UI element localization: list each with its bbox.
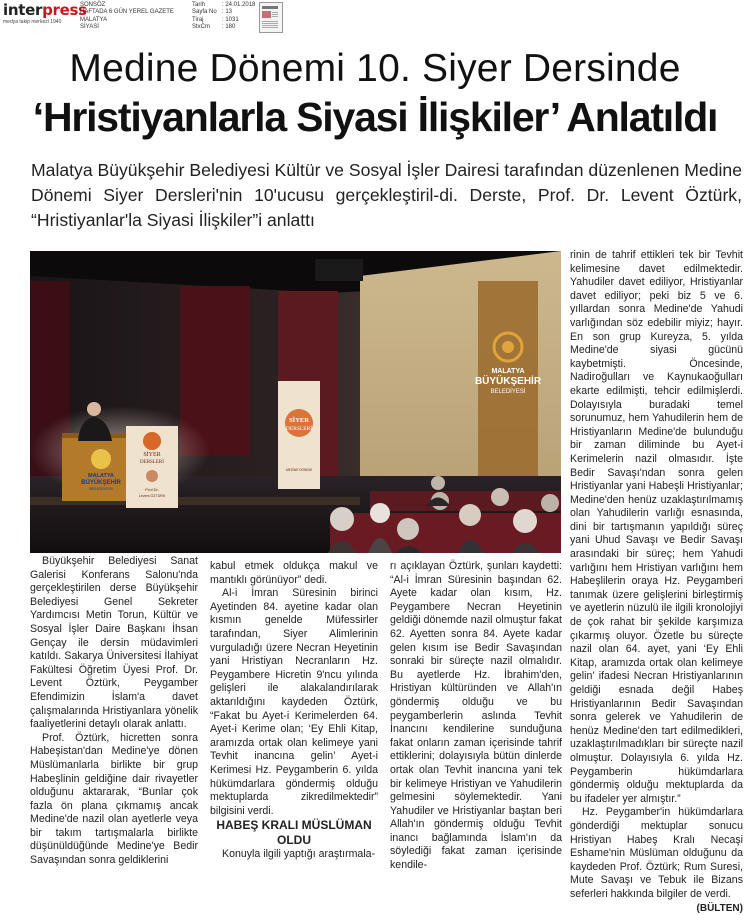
meta-key: Tarih bbox=[192, 2, 222, 9]
article-lead: Malatya Büyükşehir Belediyesi Kültür ve Sosyal İşler Dairesi tarafından düzenlenen Medine Dönemi Siyer Dersleri'nin 10'ucusu gerçekleştiril-di. Derste, Prof. Dr. Levent Öztürk, “Hristiyanlar'la Siyasi İlişkiler”i anlattı bbox=[31, 158, 742, 233]
meta-row-circulation: Tiraj : 1031 bbox=[192, 17, 255, 24]
banner2-line1: SİYER bbox=[289, 417, 309, 424]
loudspeaker-icon bbox=[315, 259, 363, 281]
paragraph: rı açıklayan Öztürk, şunları kaydetti: “Al-i İmran Süresinin başından 62. Ayete kadar olan kısım, Hz. Peygambere Necran Heyetinin geldiği dönemde nazil olmuştur fakat 62. Ayetten sonra 84. Ayete kadar gelen kısım ise Bedir Savaşından sonraki bir süreçte nazil olmalıdır. Bu ayetlerde Hz. İbrahim'den, Hristiyan kültüründen ve Allah'ın göndermiş olduğu ve bu peygamberlerin aslında Tevhit İnancını kendilerine sunduğuna fakat onların zaman içerisinde tahrif ettiklerini; dolayısıyla bütün dinlerde ortak olan Tevhit inancına yani tek bir kelimeye Hristiyan ve Yahudilerin gelmesini söylemektedir. Yani Yahudiler ve Hristiyanlar baştan beri Allah'ın göndermiş olduğu Tevhit inancı bağlamında İslam'ın da söylediği fakat zaman içerisinde kendile- bbox=[390, 560, 562, 873]
meta-value: 24.01.2018 bbox=[225, 2, 255, 9]
meta-key: StxCm bbox=[192, 24, 222, 31]
logo-wordmark bbox=[3, 3, 77, 18]
wall-logo-line2: BÜYÜKŞEHİR bbox=[475, 374, 542, 387]
article-column-3 bbox=[390, 560, 562, 873]
paragraph: Prof. Öztürk, hicretten sonra Habeşistan'dan Medine'ye dönen Müslümanlarla birlikte bir grup Habeşlinin geldiğine dair rivayetler olduğunu aktararak, “Bunlar çok fazla ön plana çıkmamış ancak Medine'de nazil olan ayetlerle veya bir takım tartışmalarla birlikte düşünüldüğünde Medine'ye Bedir Savaşından sonra geldiklerini bbox=[30, 732, 198, 868]
clipping-header bbox=[0, 0, 750, 46]
meta-value: 13 bbox=[225, 9, 232, 16]
subheading: HABEŞ KRALI MÜSLÜMAN OLDU bbox=[210, 818, 378, 848]
banner2-line3: MEDİNE DÖNEMİ bbox=[286, 467, 312, 472]
banner1-line1: SİYER bbox=[143, 451, 160, 458]
meta-value: 180 bbox=[225, 24, 235, 31]
headline-secondary: ‘Hristiyanlarla Siyasi İlişkiler’ Anlatıldı bbox=[0, 93, 750, 141]
byline: (BÜLTEN) bbox=[570, 902, 743, 915]
headline-primary: Medine Dönemi 10. Siyer Dersinde bbox=[0, 46, 750, 92]
banner-left bbox=[126, 426, 178, 508]
paragraph: Konuyla ilgili yaptığı araştırmala- bbox=[210, 848, 378, 862]
page-thumbnail-icon bbox=[259, 2, 283, 33]
paragraph: Hz. Peygamber'in hükümdarlara gönderdiği mektuplar sonucu Hristiyan Habeş Kralı Necaşi Eshame'nin Müslüman olduğunu da kaydeden Prof. Öztürk; Rum Suresi, Mute Savaşı ve Tebuk ile Bizans seferleri hakkında bilgiler de verdi. bbox=[570, 806, 743, 901]
article-photo bbox=[30, 251, 561, 553]
paragraph: Büyükşehir Belediyesi Sanat Galerisi Konferans Salonu'nda gerçekleştirilen derse Büyükşehir Belediyesi Genel Sekreter Yardımcısı Metin Torun, Kültür ve Sosyal İşler Daire Başkanı İhsan Gençay ile dersin müdavimleri katıldı. Sakarya Üniversitesi İlahiyat Fakültesi Öğretim Üyesi Prof. Dr. Levent Öztürk, Peygamber Efendimizin İslam'a davet çalışmalarında Hristiyanlara yönelik faaliyetlerini detaylı olarak anlattı. bbox=[30, 555, 198, 732]
banner1-line3: Prof.Dr. bbox=[145, 487, 159, 492]
logo-part2: press bbox=[42, 1, 87, 19]
meta-value: 1031 bbox=[225, 17, 238, 24]
podium-text-1: MALATYA bbox=[88, 473, 114, 479]
logo-part1: inter bbox=[3, 1, 42, 19]
publication-city: MALATYA bbox=[80, 17, 174, 24]
banner-right bbox=[278, 381, 320, 489]
meta-key: Sayfa No bbox=[192, 9, 222, 16]
interpress-logo bbox=[3, 3, 77, 25]
article-column-2 bbox=[210, 560, 378, 862]
article-column-1 bbox=[30, 555, 198, 868]
podium-text-2: BÜYÜKŞEHİR bbox=[81, 479, 121, 486]
banner1-line2: DERSLERİ bbox=[140, 459, 164, 465]
meta-row-page: Sayfa No : 13 bbox=[192, 9, 255, 16]
logo-tagline: medya takip merkezi 1940 bbox=[3, 19, 77, 25]
publication-frequency: HAFTADA 6 GÜN YEREL GAZETE bbox=[80, 9, 174, 16]
publication-name: SONSÖZ bbox=[80, 2, 174, 9]
podium-text-3: BELEDİYESİ bbox=[89, 486, 112, 491]
publication-info bbox=[80, 2, 174, 31]
paragraph: rinin de tahrif ettikleri tek bir Tevhit kelimesine davet edilmektedir. Yahudiler davet ediliyor, Hristiyanlar davet ediliyor; peki biz 5 ve 6. yıllardan sonra Medine'de Yahudi varlığından söz edebilir miyiz; hayır. En son grup Kureyza, 5. yılda Medine'de siyasi gücünü kaybetmişti. Öncesinde, Nadiroğulları ve Kaynukaoğulları ekarte edilmişti, tehcir edilmişlerdi. Dolayısıyla buradaki temel sorunumuz, hem Yahudilerin hem de Hristiyanların Medine'de bulunduğu bir zaman diliminde bu Ayet-i Kerimelerin nazil olmasıdır. İşte Bedir Savaşı'ndan sonra gelen Hristiyanlar yani Habeşli Hristiyanlar; Medine'den henüz uzaklaştırılmamış olan Yahudilerin varlığı esnasında, dini bir tartışmanın yapıldığı süreç yani Uhud Savaşı ve Bedir Savaşı arasındaki bir süreç; hem Yahudi varlığını hem Hristiyan varlığını hem Habeşlilerin oraya Hz. Peygamberi tanımak üzere gelişlerini birleştirmiş ve ayetlerin nüzulü ile ilgili kronolojiyi de çok rahat bir şekilde karşımıza çıkarmış oluyor. Özetle bu süreçte nazil olan 64. ayet, yani ‘Ey Ehli Kitap, aramızda ortak olan kelimeye gelin’ ifadesi Necran Hristiyanlarının geldiği esnada değil Habeş Hristiyanlarının Bedir Savaşından sonra gelerek ve Yahudilerin de henüz Medine'den tart edilmedikleri, uzaklaştırılmadıkları bir süreçte nazil olmuştur. Dolayısıyla 6. yılda Hz. Peygamberin hükümdarlara göndermiş olduğu mektuplarda da bu ifadeler yer almıştır.” bbox=[570, 249, 743, 806]
meta-row-stxcm: StxCm : 180 bbox=[192, 24, 255, 31]
paragraph: kabul etmek oldukça makul ve mantıklı görünüyor” dedi. bbox=[210, 560, 378, 587]
meta-key: Tiraj bbox=[192, 17, 222, 24]
wall-logo-line3: BELEDİYESİ bbox=[490, 388, 525, 395]
meta-row-date: Tarih : 24.01.2018 bbox=[192, 2, 255, 9]
banner2-line2: DERSLERİ bbox=[286, 425, 312, 432]
article-column-4 bbox=[570, 249, 743, 915]
wall-logo-line1: MALATYA bbox=[491, 368, 524, 375]
conference-hall-photo bbox=[30, 251, 561, 553]
clipping-meta bbox=[192, 2, 255, 31]
banner1-line4: Levent ÖZTÜRK bbox=[139, 494, 166, 498]
publication-category: SİYASİ bbox=[80, 24, 174, 31]
paragraph: Al-i İmran Süresinin birinci Ayetinden 84. ayetine kadar olan kısmın genelde Müfessirler tarafından, Siyer Alimlerinin vurguladığı üzere Necran Heyetinin yani Hristiyan Necranların Hz. Peygambere Hicretin 9'ncu yılında gelişleri ile alakalandırılarak aktarıldığını kaydeden Öztürk, “Fakat bu Ayet-i Kerimelerden 64. Ayet-i Kerime olan; ‘Ey Ehli Kitap, aramızda ortak olan kelimeye yani Tevhit inancına gelin’ Ayet-i Kerimesi Hz. Peygamberin 6. yılda hükümdarlara göndermiş olduğu mektuplarda zikredilmektedir” bilgisini verdi. bbox=[210, 587, 378, 818]
